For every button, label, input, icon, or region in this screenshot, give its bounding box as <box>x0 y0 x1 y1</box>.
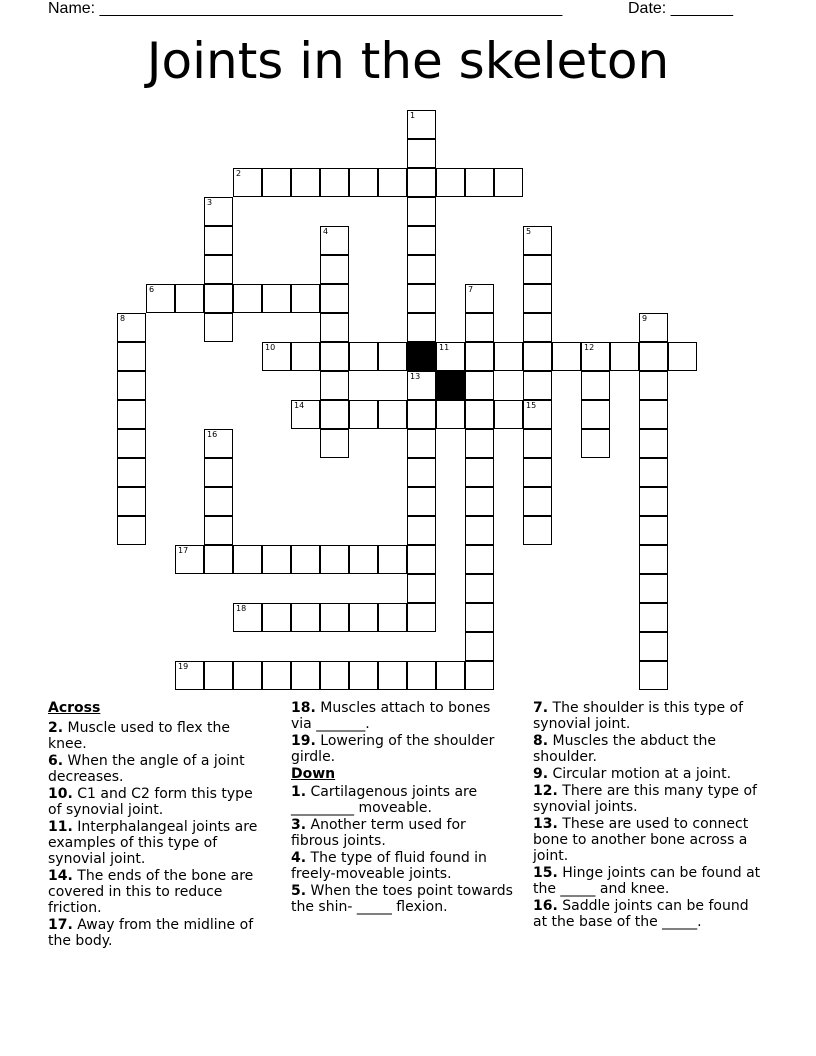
grid-cell[interactable] <box>320 545 349 574</box>
clue-number: 11 <box>439 343 450 352</box>
grid-cell[interactable] <box>581 429 610 458</box>
grid-cell[interactable] <box>146 284 175 313</box>
grid-cell[interactable] <box>320 342 349 371</box>
clue-item: 15. Hinge joints can be found at the _____ and knee. <box>533 865 761 897</box>
grid-cell[interactable] <box>639 516 668 545</box>
grid-cell[interactable] <box>407 110 436 139</box>
grid-cell[interactable] <box>465 574 494 603</box>
grid-cell[interactable] <box>262 661 291 690</box>
grid-cell[interactable] <box>117 342 146 371</box>
down-clue-list <box>291 784 513 915</box>
grid-cell[interactable] <box>523 284 552 313</box>
grid-cell[interactable] <box>378 545 407 574</box>
across-heading: Across <box>48 700 101 716</box>
clue-item: 7. The shoulder is this type of synovial joint. <box>533 700 744 732</box>
grid-cell[interactable] <box>407 313 436 342</box>
grid-cell[interactable] <box>407 603 436 632</box>
clue-number: 7 <box>468 285 474 294</box>
grid-cell[interactable] <box>407 284 436 313</box>
grid-cell[interactable] <box>436 661 465 690</box>
grid-cell[interactable] <box>117 371 146 400</box>
clue-item: 4. The type of fluid found in freely-moveable joints. <box>291 850 487 882</box>
grid-cell[interactable] <box>639 429 668 458</box>
blocked-cell <box>407 342 436 371</box>
grid-cell[interactable] <box>117 313 146 342</box>
grid-cell[interactable] <box>262 284 291 313</box>
down-heading: Down <box>291 766 336 782</box>
grid-cell[interactable] <box>523 371 552 400</box>
clues-column-2 <box>291 700 513 916</box>
clue-number: 13 <box>410 372 421 381</box>
grid-cell[interactable] <box>407 429 436 458</box>
grid-cell[interactable] <box>291 400 320 429</box>
grid-cell[interactable] <box>204 516 233 545</box>
grid-cell[interactable] <box>204 284 233 313</box>
grid-cell[interactable] <box>320 284 349 313</box>
grid-cell[interactable] <box>349 168 378 197</box>
grid-cell[interactable] <box>291 661 320 690</box>
grid-cell[interactable] <box>523 313 552 342</box>
clue-number: 15 <box>526 401 537 410</box>
grid-cell[interactable] <box>465 516 494 545</box>
clue-number: 3 <box>207 198 213 207</box>
grid-cell[interactable] <box>320 371 349 400</box>
grid-cell[interactable] <box>523 458 552 487</box>
grid-cell[interactable] <box>320 429 349 458</box>
grid-cell[interactable] <box>465 429 494 458</box>
grid-cell[interactable] <box>175 545 204 574</box>
grid-cell[interactable] <box>378 400 407 429</box>
clue-item: 9. Circular motion at a joint. <box>533 766 732 782</box>
grid-cell[interactable] <box>233 284 262 313</box>
grid-cell[interactable] <box>639 400 668 429</box>
grid-cell[interactable] <box>117 429 146 458</box>
grid-cell[interactable] <box>291 168 320 197</box>
grid-cell[interactable] <box>465 487 494 516</box>
clue-number: 18 <box>236 604 247 613</box>
grid-cell[interactable] <box>465 661 494 690</box>
clue-item: 5. When the toes point towards the shin- _____ flexion. <box>291 883 513 915</box>
grid-cell[interactable] <box>465 632 494 661</box>
grid-cell[interactable] <box>581 342 610 371</box>
grid-cell[interactable] <box>581 371 610 400</box>
date-field[interactable]: Date: _______ <box>628 0 733 17</box>
grid-cell[interactable] <box>233 603 262 632</box>
clue-item: 12. There are this many type of synovial joints. <box>533 783 757 815</box>
grid-cell[interactable] <box>639 632 668 661</box>
grid-cell[interactable] <box>291 342 320 371</box>
grid-cell[interactable] <box>349 661 378 690</box>
grid-cell[interactable] <box>639 342 668 371</box>
clue-number: 16 <box>207 430 218 439</box>
grid-cell[interactable] <box>639 545 668 574</box>
grid-cell[interactable] <box>552 342 581 371</box>
grid-cell[interactable] <box>465 284 494 313</box>
grid-cell[interactable] <box>320 661 349 690</box>
grid-cell[interactable] <box>407 168 436 197</box>
grid-cell[interactable] <box>262 168 291 197</box>
grid-cell[interactable] <box>117 400 146 429</box>
clue-number: 4 <box>323 227 329 236</box>
clue-number: 2 <box>236 169 242 178</box>
grid-cell[interactable] <box>465 313 494 342</box>
grid-cell[interactable] <box>436 342 465 371</box>
grid-cell[interactable] <box>639 574 668 603</box>
clue-item: 8. Muscles the abduct the shoulder. <box>533 733 716 765</box>
grid-cell[interactable] <box>204 487 233 516</box>
grid-cell[interactable] <box>581 400 610 429</box>
clue-item: 10. C1 and C2 form this type of synovial joint. <box>48 786 253 818</box>
grid-cell[interactable] <box>407 197 436 226</box>
grid-cell[interactable] <box>494 342 523 371</box>
grid-cell[interactable] <box>320 226 349 255</box>
page-title: Joints in the skeleton <box>146 32 670 90</box>
grid-cell[interactable] <box>117 516 146 545</box>
grid-cell[interactable] <box>639 603 668 632</box>
grid-cell[interactable] <box>320 400 349 429</box>
grid-cell[interactable] <box>378 661 407 690</box>
grid-cell[interactable] <box>204 197 233 226</box>
grid-cell[interactable] <box>204 226 233 255</box>
clue-number: 10 <box>265 343 276 352</box>
grid-cell[interactable] <box>320 313 349 342</box>
grid-cell[interactable] <box>262 545 291 574</box>
grid-cell[interactable] <box>407 139 436 168</box>
grid-cell[interactable] <box>523 226 552 255</box>
clue-number: 9 <box>642 314 648 323</box>
grid-cell[interactable] <box>175 661 204 690</box>
clue-item: 16. Saddle joints can be found at the base of the _____. <box>533 898 749 930</box>
grid-cell[interactable] <box>175 284 204 313</box>
grid-cell[interactable] <box>262 603 291 632</box>
grid-cell[interactable] <box>233 545 262 574</box>
clue-item: 2. Muscle used to flex the knee. <box>48 720 230 752</box>
grid-cell[interactable] <box>204 458 233 487</box>
grid-cell[interactable] <box>233 168 262 197</box>
grid-cell[interactable] <box>204 661 233 690</box>
clues-column-3 <box>533 700 763 931</box>
grid-cell[interactable] <box>465 371 494 400</box>
grid-cell[interactable] <box>639 371 668 400</box>
clues-column-1 <box>48 700 270 950</box>
grid-cell[interactable] <box>407 574 436 603</box>
grid-cell[interactable] <box>378 603 407 632</box>
grid-cell[interactable] <box>407 545 436 574</box>
grid-cell[interactable] <box>639 661 668 690</box>
grid-cell[interactable] <box>407 487 436 516</box>
across-clue-list <box>48 720 270 949</box>
grid-cell[interactable] <box>465 400 494 429</box>
grid-cell[interactable] <box>291 545 320 574</box>
grid-cell[interactable] <box>117 487 146 516</box>
clue-item: 17. Away from the midline of the body. <box>48 917 254 949</box>
grid-cell[interactable] <box>465 342 494 371</box>
grid-cell[interactable] <box>204 313 233 342</box>
grid-cell[interactable] <box>523 255 552 284</box>
grid-cell[interactable] <box>349 545 378 574</box>
grid-cell[interactable] <box>610 342 639 371</box>
grid-cell[interactable] <box>523 342 552 371</box>
grid-cell[interactable] <box>204 545 233 574</box>
blocked-cell <box>436 371 465 400</box>
grid-cell[interactable] <box>436 168 465 197</box>
across-clue-list-continued <box>291 700 513 765</box>
grid-cell[interactable] <box>523 487 552 516</box>
grid-cell[interactable] <box>233 661 262 690</box>
name-field[interactable]: Name: ____________________________________________________ <box>48 0 563 17</box>
grid-cell[interactable] <box>465 603 494 632</box>
grid-cell[interactable] <box>639 313 668 342</box>
grid-cell[interactable] <box>320 168 349 197</box>
grid-cell[interactable] <box>523 429 552 458</box>
grid-cell[interactable] <box>407 255 436 284</box>
grid-cell[interactable] <box>349 603 378 632</box>
clue-item: 18. Muscles attach to bones via _______. <box>291 700 491 732</box>
clue-item: 11. Interphalangeal joints are examples of this type of synovial joint. <box>48 819 258 867</box>
grid-cell[interactable] <box>349 400 378 429</box>
clue-number: 1 <box>410 111 416 120</box>
grid-cell[interactable] <box>523 400 552 429</box>
grid-cell[interactable] <box>291 603 320 632</box>
clue-number: 12 <box>584 343 595 352</box>
grid-cell[interactable] <box>291 284 320 313</box>
clue-number: 6 <box>149 285 155 294</box>
clue-item: 13. These are used to connect bone to another bone across a joint. <box>533 816 749 864</box>
grid-cell[interactable] <box>117 458 146 487</box>
grid-cell[interactable] <box>436 400 465 429</box>
grid-cell[interactable] <box>407 516 436 545</box>
grid-cell[interactable] <box>262 342 291 371</box>
clue-item: 1. Cartilagenous joints are _________ moveable. <box>291 784 478 816</box>
clue-number: 19 <box>178 662 189 671</box>
clue-item: 6. When the angle of a joint decreases. <box>48 753 245 785</box>
grid-cell[interactable] <box>378 168 407 197</box>
grid-cell[interactable] <box>407 661 436 690</box>
grid-cell[interactable] <box>407 400 436 429</box>
clue-item: 14. The ends of the bone are covered in this to reduce friction. <box>48 868 254 916</box>
grid-cell[interactable] <box>204 429 233 458</box>
clue-number: 5 <box>526 227 532 236</box>
grid-cell[interactable] <box>494 400 523 429</box>
grid-cell[interactable] <box>668 342 697 371</box>
grid-cell[interactable] <box>378 342 407 371</box>
grid-cell[interactable] <box>349 342 378 371</box>
grid-cell[interactable] <box>523 516 552 545</box>
grid-cell[interactable] <box>639 458 668 487</box>
down-clue-list-continued <box>533 700 763 930</box>
clue-item: 3. Another term used for fibrous joints. <box>291 817 466 849</box>
grid-cell[interactable] <box>407 226 436 255</box>
grid-cell[interactable] <box>639 487 668 516</box>
grid-cell[interactable] <box>494 168 523 197</box>
grid-cell[interactable] <box>320 255 349 284</box>
grid-cell[interactable] <box>465 168 494 197</box>
clue-number: 17 <box>178 546 189 555</box>
clue-number: 14 <box>294 401 305 410</box>
grid-cell[interactable] <box>465 458 494 487</box>
clue-item: 19. Lowering of the shoulder girdle. <box>291 733 495 765</box>
clue-number: 8 <box>120 314 126 323</box>
grid-cell[interactable] <box>407 458 436 487</box>
grid-cell[interactable] <box>465 545 494 574</box>
grid-cell[interactable] <box>407 371 436 400</box>
grid-cell[interactable] <box>320 603 349 632</box>
grid-cell[interactable] <box>204 255 233 284</box>
